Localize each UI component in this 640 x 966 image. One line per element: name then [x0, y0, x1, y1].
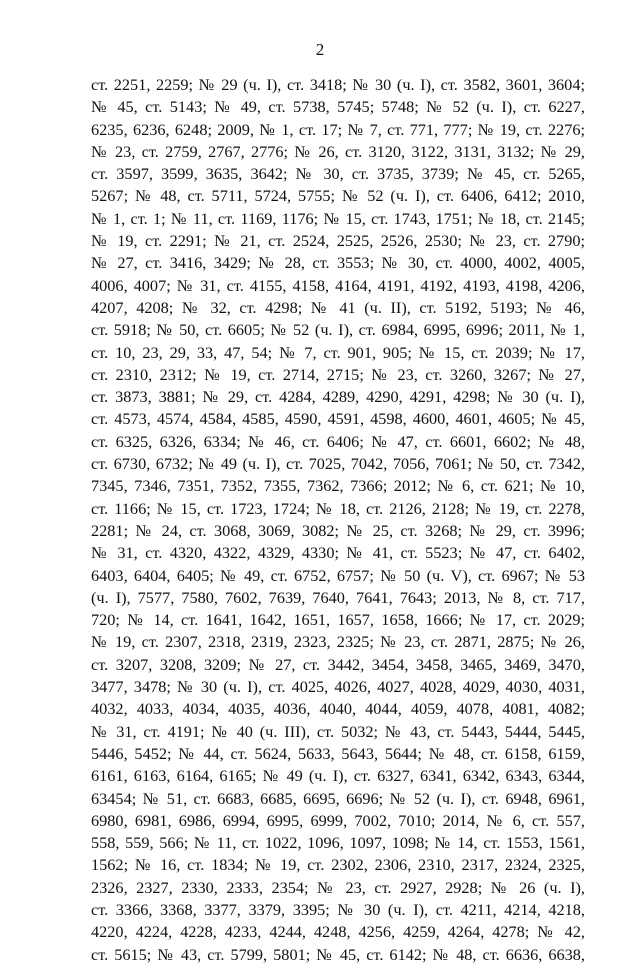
text-line: ст. 3366, 3368, 3377, 3379, 3395; № 30 (ч. I), ст. 4211, 4214, 4218,	[91, 899, 585, 919]
text-line: № 19, ст. 2307, 2318, 2319, 2323, 2325; № 23, ст. 2871, 2875; № 26,	[91, 632, 585, 652]
text-line: № 45, ст. 5143; № 49, ст. 5738, 5745; 5748; № 52 (ч. I), ст. 6227,	[91, 97, 585, 117]
text-line: 6161, 6163, 6164, 6165; № 49 (ч. I), ст. 6327, 6341, 6342, 6343, 6344,	[91, 766, 585, 786]
text-line: ст. 2310, 2312; № 19, ст. 2714, 2715; № 23, ст. 3260, 3267; № 27,	[91, 364, 585, 384]
text-line: 1562; № 16, ст. 1834; № 19, ст. 2302, 2306, 2310, 2317, 2324, 2325,	[91, 855, 585, 875]
text-line: 4006, 4007; № 31, ст. 4155, 4158, 4164, 4191, 4192, 4193, 4198, 4206,	[91, 275, 585, 295]
text-line: 6980, 6981, 6986, 6994, 6995, 6999, 7002, 7010; 2014, № 6, ст. 557,	[91, 810, 585, 830]
text-line: № 19, ст. 2291; № 21, ст. 2524, 2525, 2526, 2530; № 23, ст. 2790;	[91, 231, 585, 251]
text-line: № 31, ст. 4191; № 40 (ч. III), ст. 5032; № 43, ст. 5443, 5444, 5445,	[91, 721, 585, 741]
text-line: 558, 559, 566; № 11, ст. 1022, 1096, 1097, 1098; № 14, ст. 1553, 1561,	[91, 833, 585, 853]
text-line: ст. 2251, 2259; № 29 (ч. I), ст. 3418; № 30 (ч. I), ст. 3582, 3601, 3604;	[91, 75, 585, 94]
text-line: 4207, 4208; № 32, ст. 4298; № 41 (ч. II), ст. 5192, 5193; № 46,	[91, 297, 585, 317]
text-line: ст. 5615; № 43, ст. 5799, 5801; № 45, ст. 6142; № 48, ст. 6636, 6638,	[91, 944, 585, 964]
text-line: 6403, 6404, 6405; № 49, ст. 6752, 6757; № 50 (ч. V), ст. 6967; № 53	[91, 565, 585, 585]
text-line: ст. 1166; № 15, ст. 1723, 1724; № 18, ст. 2126, 2128; № 19, ст. 2278,	[91, 498, 585, 518]
text-line: ст. 3207, 3208, 3209; № 27, ст. 3442, 3454, 3458, 3465, 3469, 3470,	[91, 654, 585, 674]
text-line: 2326, 2327, 2330, 2333, 2354; № 23, ст. 2927, 2928; № 26 (ч. I),	[91, 877, 585, 897]
page-number: 2	[315, 40, 325, 59]
text-line: ст. 3597, 3599, 3635, 3642; № 30, ст. 3735, 3739; № 45, ст. 5265,	[91, 164, 585, 184]
text-line: 5446, 5452; № 44, ст. 5624, 5633, 5643, 5644; № 48, ст. 6158, 6159,	[91, 743, 585, 763]
text-line: 63454; № 51, ст. 6683, 6685, 6695, 6696; № 52 (ч. I), ст. 6948, 6961,	[91, 788, 585, 808]
text-line: ст. 5918; № 50, ст. 6605; № 52 (ч. I), ст. 6984, 6995, 6996; 2011, № 1,	[91, 320, 585, 340]
text-line: ст. 4573, 4574, 4584, 4585, 4590, 4591, 4598, 4600, 4601, 4605; № 45,	[91, 409, 585, 429]
text-line: 7345, 7346, 7351, 7352, 7355, 7362, 7366; 2012; № 6, ст. 621; № 10,	[91, 476, 585, 496]
text-line: 4220, 4224, 4228, 4233, 4244, 4248, 4256, 4259, 4264, 4278; № 42,	[91, 922, 585, 942]
text-line: 5267; № 48, ст. 5711, 5724, 5755; № 52 (ч. I), ст. 6406, 6412; 2010,	[91, 186, 585, 206]
text-line: № 23, ст. 2759, 2767, 2776; № 26, ст. 3120, 3122, 3131, 3132; № 29,	[91, 141, 585, 161]
text-line: ст. 6325, 6326, 6334; № 46, ст. 6406; № 47, ст. 6601, 6602; № 48,	[91, 431, 585, 451]
text-line: ст. 3873, 3881; № 29, ст. 4284, 4289, 4290, 4291, 4298; № 30 (ч. I),	[91, 387, 585, 407]
text-line: 2281; № 24, ст. 3068, 3069, 3082; № 25, ст. 3268; № 29, ст. 3996;	[91, 520, 585, 540]
text-line: № 31, ст. 4320, 4322, 4329, 4330; № 41, ст. 5523; № 47, ст. 6402,	[91, 543, 585, 563]
text-line: 4032, 4033, 4034, 4035, 4036, 4040, 4044, 4059, 4078, 4081, 4082;	[91, 699, 585, 719]
text-line: 6235, 6236, 6248; 2009, № 1, ст. 17; № 7, ст. 771, 777; № 19, ст. 2276;	[91, 119, 585, 139]
body-text	[91, 74, 585, 966]
text-line: (ч. I), 7577, 7580, 7602, 7639, 7640, 7641, 7643; 2013, № 8, ст. 717,	[91, 587, 585, 607]
text-line: № 1, ст. 1; № 11, ст. 1169, 1176; № 15, ст. 1743, 1751; № 18, ст. 2145;	[91, 208, 585, 228]
text-line: № 27, ст. 3416, 3429; № 28, ст. 3553; № 30, ст. 4000, 4002, 4005,	[91, 253, 585, 273]
text-line: 3477, 3478; № 30 (ч. I), ст. 4025, 4026, 4027, 4028, 4029, 4030, 4031,	[91, 677, 585, 697]
text-line: ст. 10, 23, 29, 33, 47, 54; № 7, ст. 901, 905; № 15, ст. 2039; № 17,	[91, 342, 585, 362]
text-line: 720; № 14, ст. 1641, 1642, 1651, 1657, 1658, 1666; № 17, ст. 2029;	[91, 610, 585, 630]
text-line: ст. 6730, 6732; № 49 (ч. I), ст. 7025, 7042, 7056, 7061; № 50, ст. 7342,	[91, 454, 585, 474]
